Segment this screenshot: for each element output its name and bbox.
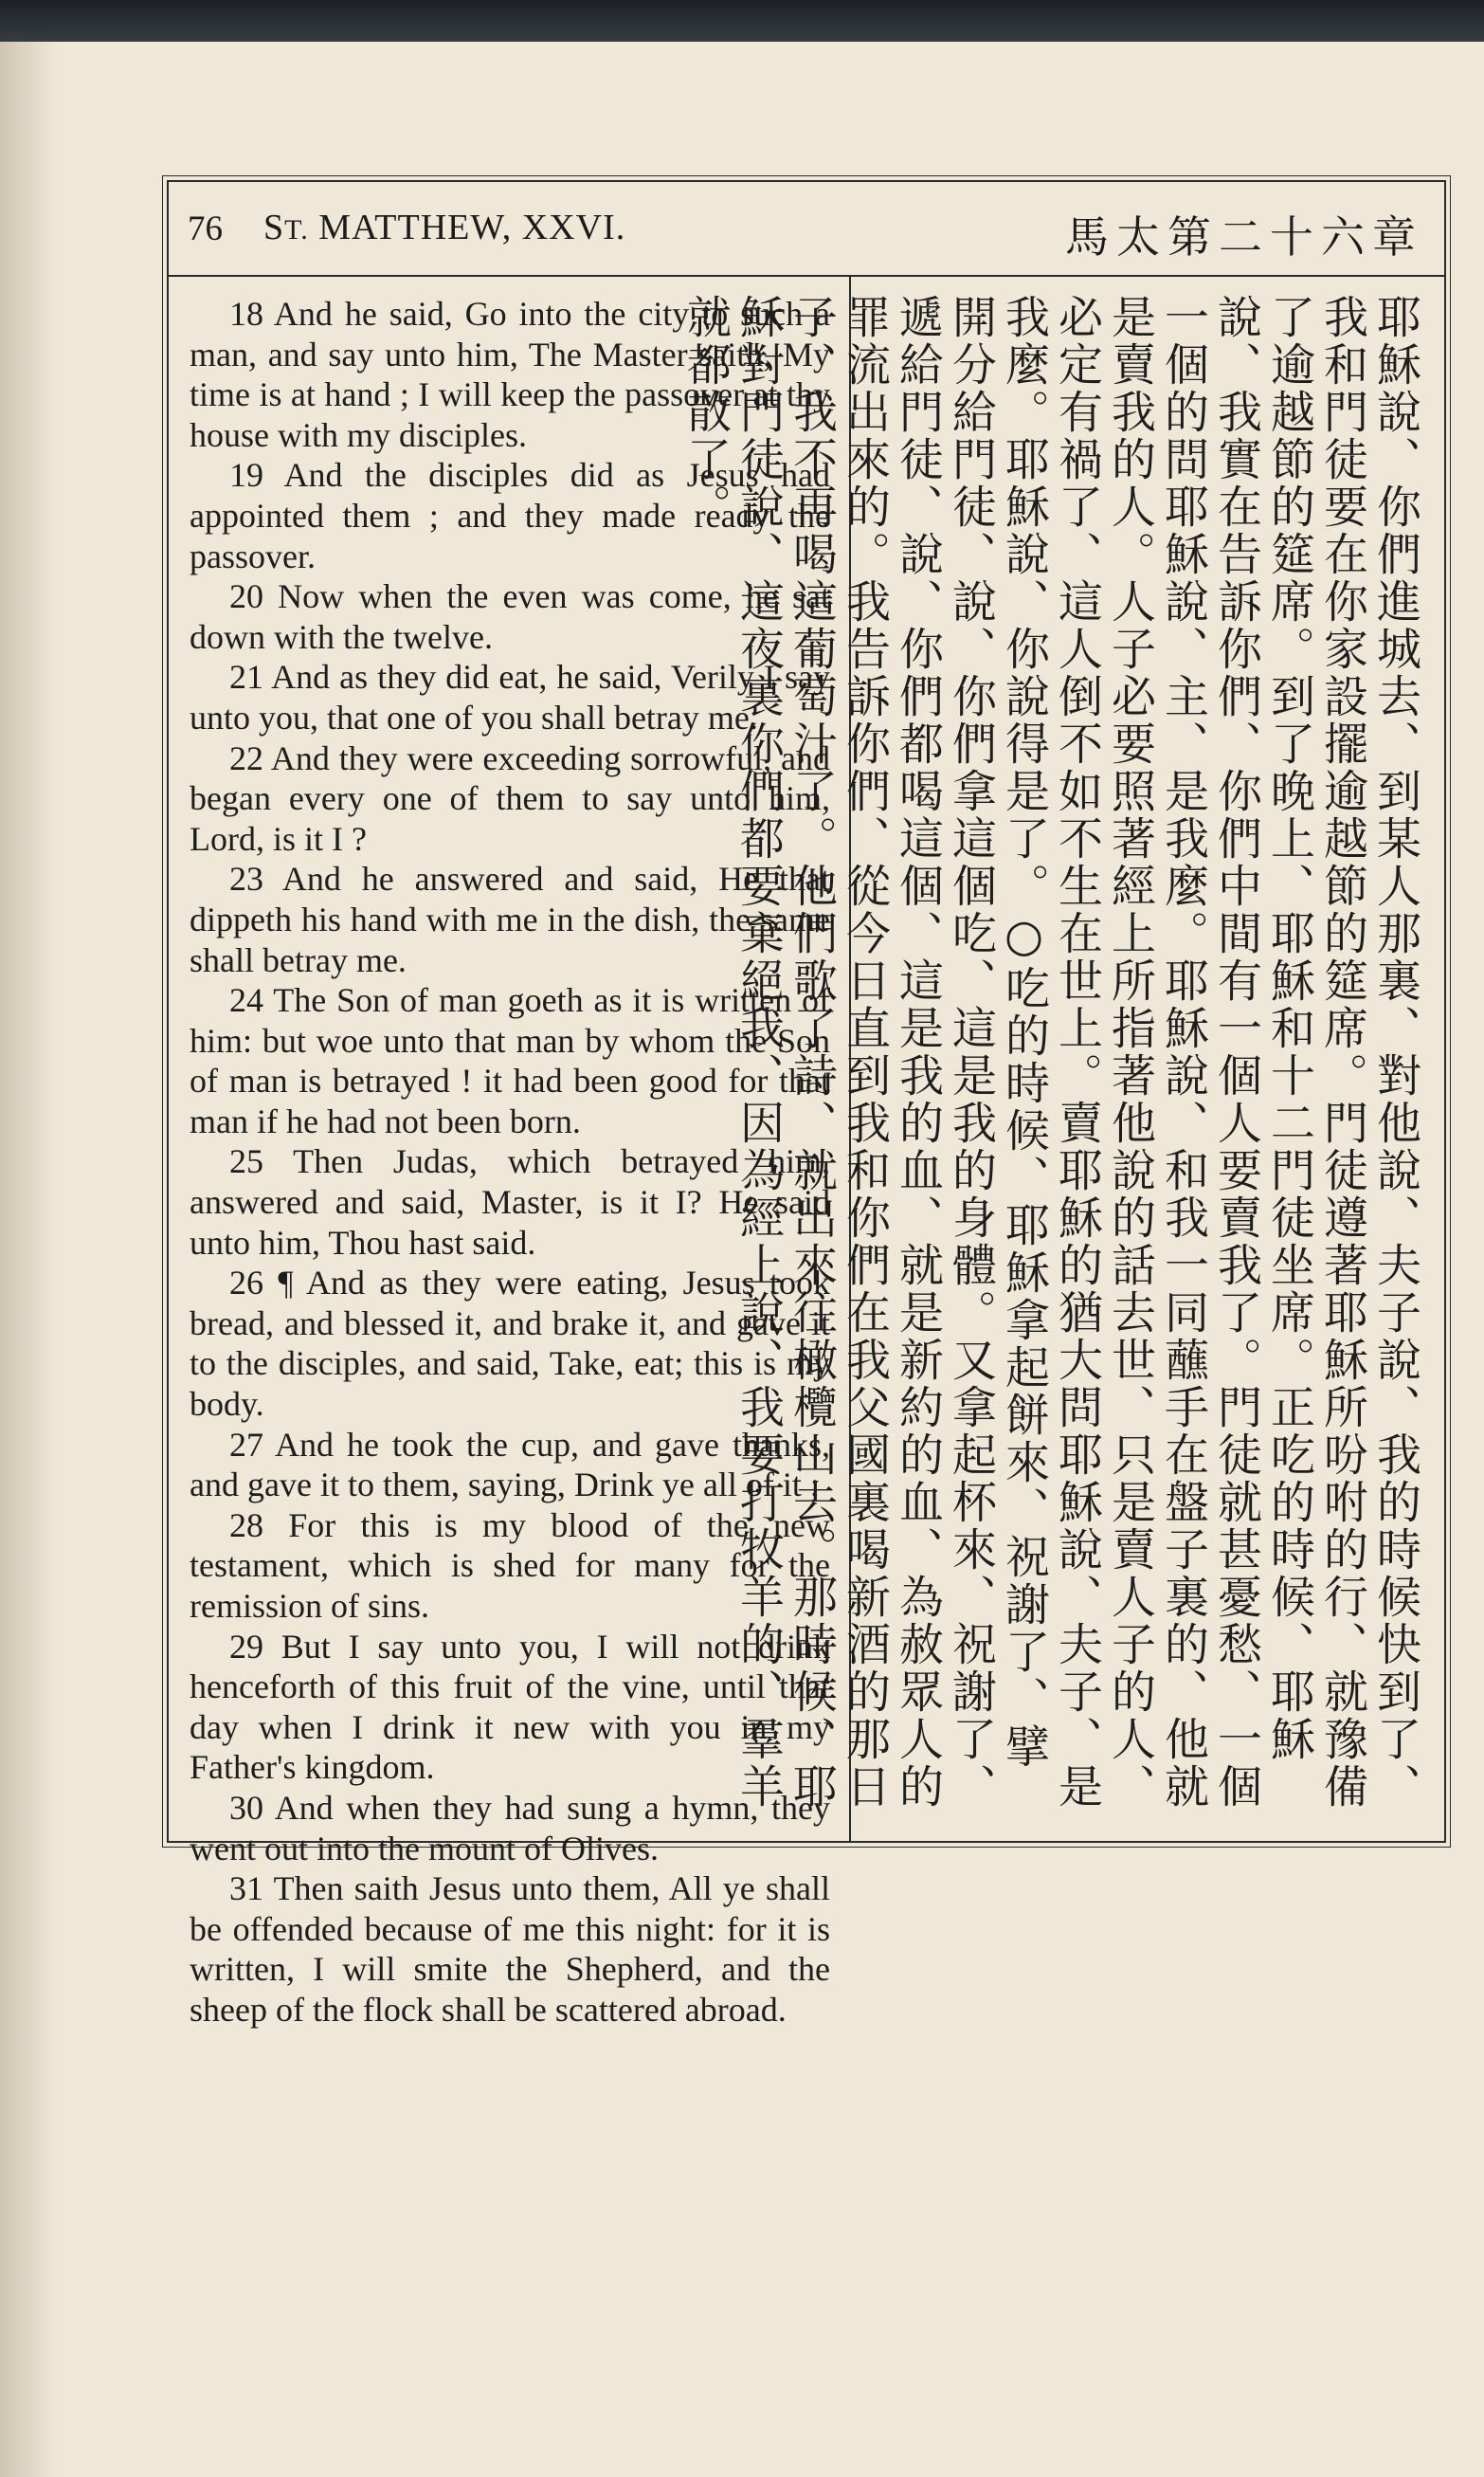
- verse-24: 24 The Son of man goeth as it is written of him: but woe unto that man by whom the Son of man is betrayed ! it had been good for that man if he had not been born.: [190, 981, 830, 1140]
- title-rest: MATTHEW, XXVI.: [308, 208, 626, 247]
- verse-28: 28 For this is my blood of the new testament, which is shed for many for the remission of sins.: [190, 1505, 830, 1625]
- book-top-edge: [0, 0, 1484, 46]
- verse-26: 26 ¶ And as they were eating, Jesus took bread, and blessed it, and brake it, and gave it to the disciples, and said, Take, eat; this is my body.: [190, 1264, 830, 1424]
- verse-29: 29 But I say unto you, I will not drink henceforth of this fruit of the vine, until that day when I drink it new with you in my Father's kingdom.: [190, 1627, 830, 1787]
- verse-25: 25 Then Judas, which betrayed him, answered and said, Master, is it I? He said unto him, Thou hast said.: [190, 1142, 830, 1262]
- page-gutter: [0, 42, 57, 2477]
- text-frame: [167, 180, 1446, 2029]
- book-title: [263, 207, 625, 248]
- chinese-text: 耶穌說、你們進城去、到某人那裏、對他說、夫子說、我的時候快到了、我和門徒要在你家設擺逾越節的筵席。門徒遵著耶穌所吩咐的行、就豫備了逾越節的筵席。到了晚上、耶穌和十二門徒坐席。正吃的時候、耶穌說、我實在告訴你們、你們中間有一個人要賣我了。門徒就甚憂愁、一個一個的問耶穌說、主、是我麼。耶穌說、和我一同蘸手在盤子裏的、他就是賣我的人。人子必要照著經上所指著他說的話去世、只是賣人子的人、必定有禍了、這人倒不如不生在世上。賣耶穌的猶大問耶穌說、夫子、是我麼。耶穌說、你說得是了。○吃的時候、耶穌拿起餅來、祝謝了、擘開分給門徒、說、你們拿這個吃、這是我的身體。又拿起杯來、祝謝了、遞給門徒、說、你們都喝這個、這是我的血、就是新約的血、為赦眾人的罪流出來的。我告訴你們、從今日直到我和你們在我父國裏喝新酒的那日子、我不再喝這葡萄汁了。他們歌了詩、就出來往橄欖山去。那時候、耶穌對門徒說、這夜裏你們都要棄絕我、因為經上說、我要打牧羊的、羣羊就都散了。: [679, 294, 1421, 1811]
- verse-18: 18 And he said, Go into the city to such a man, and say unto him, The Master saith, My time is at hand ; I will keep the passover at thy house with my disciples.: [190, 295, 830, 454]
- book-page: [0, 42, 1484, 2477]
- page-number: 76: [188, 209, 223, 248]
- title-prefix: S: [263, 208, 285, 247]
- verse-27: 27 And he took the cup, and gave thanks, and gave it to them, saying, Drink ye all of it ;: [190, 1425, 830, 1504]
- chinese-title: 馬太第二十六章: [1065, 211, 1423, 263]
- title-small: T.: [284, 214, 309, 246]
- page-header: [169, 182, 1444, 277]
- chinese-column: [679, 294, 1421, 1811]
- verse-30: 30 And when they had sung a hymn, they went out into the mount of Olives.: [190, 1788, 830, 1867]
- verse-22: 22 And they were exceeding sorrowful, and began every one of them to say unto him, Lord, is it I ?: [190, 738, 830, 858]
- verse-20: 20 Now when the even was come, he sat down with the twelve.: [190, 577, 830, 656]
- verse-19: 19 And the disciples did as Jesus had appointed them ; and they made ready the passover.: [190, 456, 830, 575]
- verse-31: 31 Then saith Jesus unto them, All ye shall be offended because of me this night: for it is written, I will smite the Shepherd, and the sheep of the flock shall be scattered abroad.: [190, 1869, 830, 2029]
- verse-21: 21 And as they did eat, he said, Verily I say unto you, that one of you shall betray me.: [190, 658, 830, 737]
- verse-23: 23 And he answered and said, He that dippeth his hand with me in the dish, the same shall betray me.: [190, 860, 830, 979]
